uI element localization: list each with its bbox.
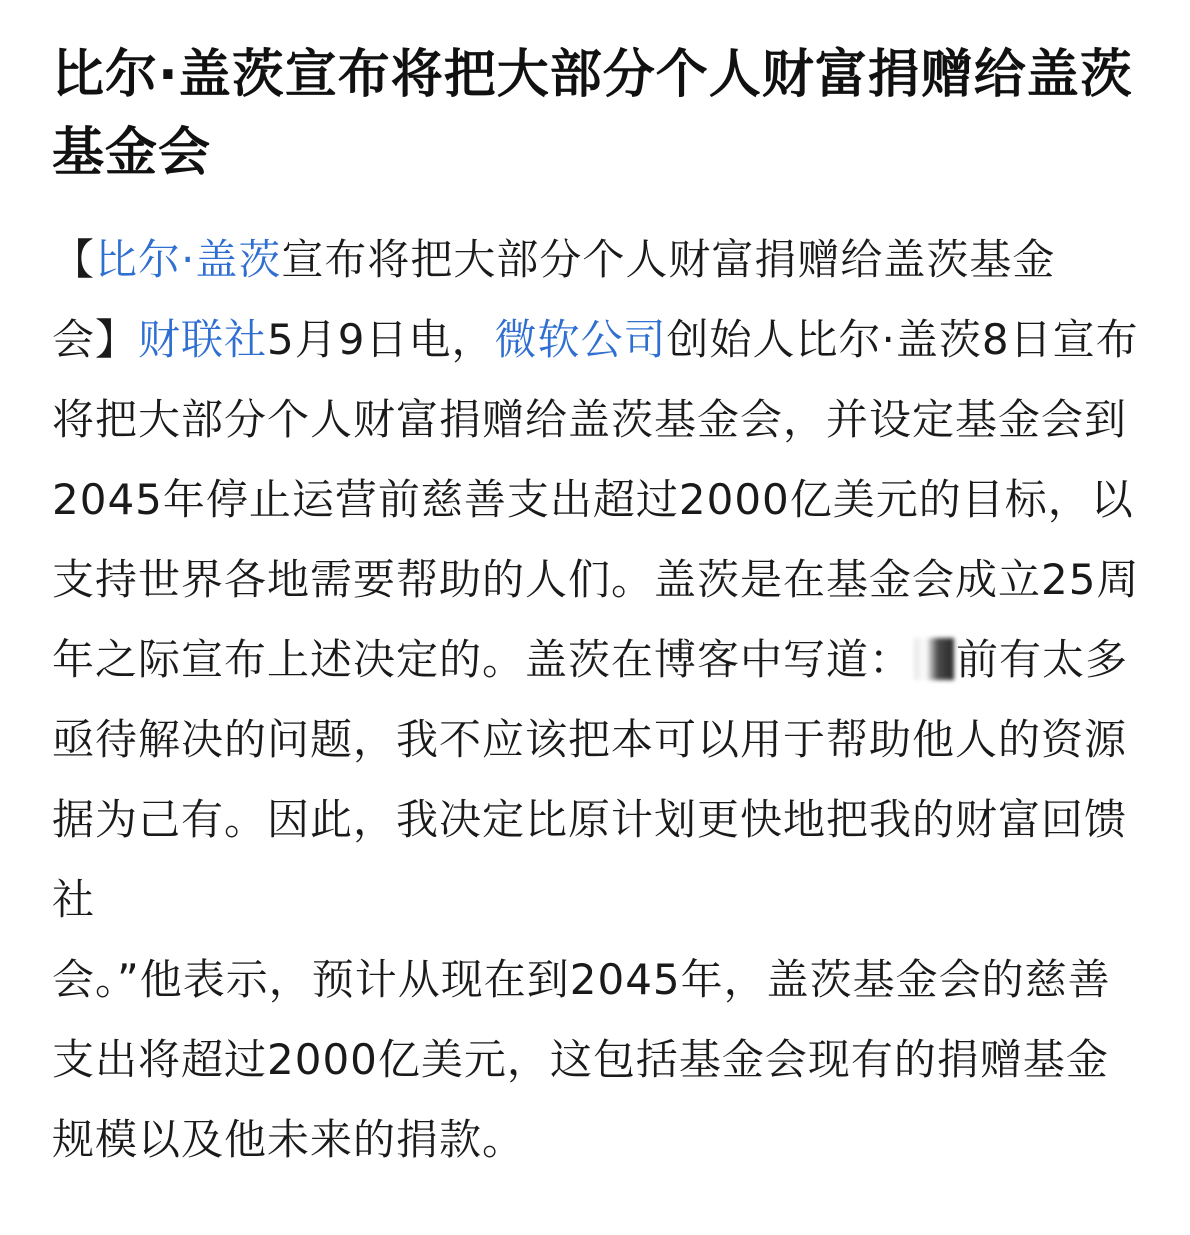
bracket-open: 【 xyxy=(52,235,96,284)
redacted-text-mark xyxy=(914,638,954,680)
bracket-close: 】 xyxy=(95,315,139,364)
dateline: 5月9日电， xyxy=(267,315,495,364)
article-headline: 比尔·盖茨宣布将把大部分个人财富捐赠给盖茨基金会 xyxy=(52,45,1133,183)
body-text-part-2: 前有太多亟待解决的问题，我不应该把本可以用于帮助他人的资源据为己有。因此，我决定比原计划更快地把我的财富回馈社 xyxy=(52,635,1129,924)
article-body xyxy=(52,220,1140,1180)
topic-text: 宣布将把大部分个人财富捐赠给盖茨基金会 xyxy=(52,235,1056,364)
body-text-part-3: 会。”他表示，预计从现在到2045年，盖茨基金会的慈善支出将超过2000亿美元，这包括基金会现有的捐赠基金规模以及他未来的捐款。 xyxy=(52,955,1111,1164)
body-text-part-1: 创始人比尔·盖茨8日宣布将把大部分个人财富捐赠给盖茨基金会，并设定基金会到2045年停止运营前慈善支出超过2000亿美元的目标，以支持世界各地需要帮助的人们。盖茨是在基金会成立25周年之际宣布上述决定的。盖茨在博客中写道： xyxy=(52,315,1140,684)
company-link[interactable]: 微软公司 xyxy=(494,315,667,364)
source-link[interactable]: 财联社 xyxy=(138,315,268,364)
topic-link[interactable]: 比尔·盖茨 xyxy=(95,235,282,284)
